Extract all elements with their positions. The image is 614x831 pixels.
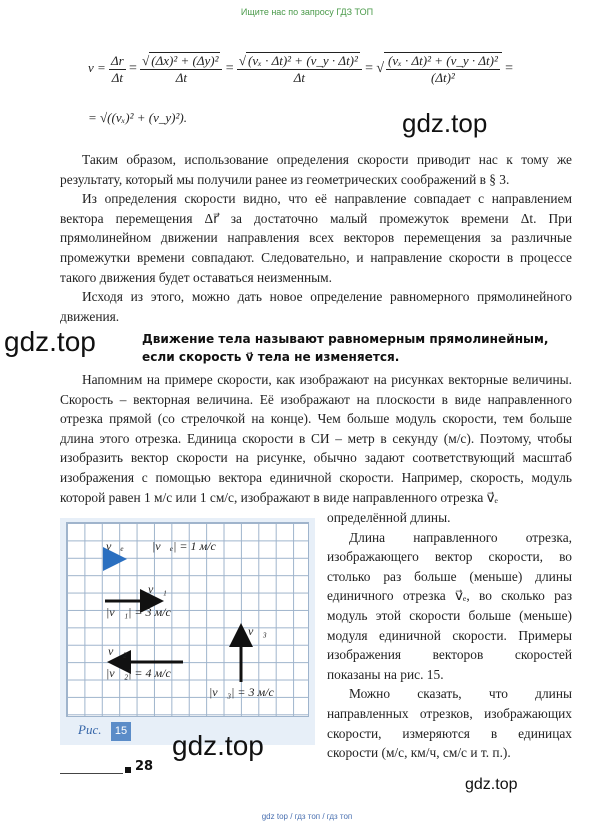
- label-v3-modulus: |v⃗₃| = 3 м/с: [209, 685, 274, 699]
- text-block-1: [60, 150, 572, 326]
- label-v1: v⃗₁: [148, 582, 167, 596]
- formula-fraction-2: $\frac{\text{√ (Δx)² + (Δy)²}}{\Delta t}$: [140, 53, 222, 86]
- watermark: gdz.top: [402, 108, 488, 138]
- page-footer: gdz top / гдз топ / гдз топ: [261, 812, 353, 821]
- formula-fraction-1: [109, 53, 126, 86]
- text-block-3: [327, 508, 572, 763]
- figure-number: 15: [111, 722, 131, 741]
- formula-lhs: v =: [88, 59, 106, 75]
- watermark: gdz.top: [172, 730, 264, 761]
- paragraph-4: Напомним на примере скорости, как изображают на рисунках векторные величины. Скорость – векторная величина. Её изображают на плоскости в виде направленного отрезка прямой (со стрелочкой на конце). Чем больше модуль скорости, тем больше длина этого отрезка. Единица скорости в СИ – метр в секунду (м/с). Поэтому, чтобы изобразить вектор скорости на рисунке, обычно задают соответствующий масштаб изображения с помощью вектора единичной скорости. Например, скорость, модуль которой равен 1 м/с или 1 см/с, изображают в виде направленного отрезка v⃗ₑ: [60, 372, 572, 505]
- paragraph-6: Можно сказать, что длины направленных отрезков, изображающих скорости, измеряются в единицах скорости (м/с, км/ч, см/с и т. п.).: [327, 686, 572, 761]
- page-header: Ищите нас по запросу ГДЗ ТОП: [240, 7, 374, 17]
- page-number: 28: [135, 759, 154, 774]
- paragraph-5: Длина направленного отрезка, изображающего вектор скорости, во столько раз больше (меньше) длины единичного отрезка v⃗ₑ, во сколько раз модуль этой скорости больше (меньше) модуля единичной скорости. Примеры изображения векторов скоростей показаны на рис. 15.: [327, 529, 572, 682]
- definition-box: Движение тела называют равномерным прямолинейным, если скорость v⃗ тела не изменяется.: [142, 332, 549, 364]
- formula-numerator-2: (Δx)² + (Δy)²: [151, 52, 219, 68]
- watermark: gdz.top: [465, 776, 518, 793]
- label-unit-vector: v⃗ₑ: [106, 539, 124, 553]
- formula-numerator-3: (vₓ · Δt)² + (v_y · Δt)²: [248, 52, 358, 68]
- text-block-2: [60, 370, 572, 507]
- label-unit-vector-modulus: |v⃗ₑ| = 1 м/с: [152, 539, 216, 553]
- velocity-formula: v = $\frac{\Delta r}{\Delta t}$ = $\frac{\text{√ (Δx)² + (Δy)²}}{\Delta t}$ = $\frac{\text{√ (vₓ · Δt)² + (v\_y · Δt)²}}{\Delta t}$ = √ $\frac{\text{(vₓ · Δt)² + (v\_y · Δt)²}}{\text{(Δt)²}}$ =: [88, 52, 514, 85]
- formula-fraction-3: $\frac{\text{√ (vₓ · Δt)² + (v\_y · Δt)²}}{\Delta t}$: [237, 53, 362, 86]
- paragraph-3: Исходя из этого, можно дать новое определение равномерного прямолинейного движения.: [60, 289, 572, 324]
- watermark: gdz.top: [4, 326, 96, 357]
- label-v1-modulus: |v⃗₁| = 3 м/с: [106, 605, 171, 619]
- label-v2: v⃗₂: [108, 644, 127, 658]
- velocity-formula-line2: = √((vₓ)² + (v_y)²).: [88, 110, 187, 125]
- paragraph-2: Из определения скорости видно, что её направление совпадает с направлением вектора перемещения Δr⃗ за достаточно малый промежуток времени Δt. При прямолинейном движении направления всех векторов перемещения за различные промежутки времени совпадают. Следовательно, и направление скорости в процессе такого движения будет оставаться неизменным.: [60, 191, 572, 285]
- formula-denominator-4: (Δt)²: [431, 70, 455, 85]
- figure-caption: Рис.: [78, 722, 102, 737]
- label-v3: v⃗₃: [248, 624, 267, 638]
- formula-numerator-1: Δr: [111, 52, 124, 68]
- formula-fraction-4: $\frac{\text{(vₓ · Δt)² + (v\_y · Δt)²}}{\text{(Δt)²}}$: [384, 52, 502, 86]
- page-number-marker: [125, 767, 131, 773]
- paragraph-4-end: определённой длины.: [327, 510, 451, 525]
- formula-denominator: Δt: [111, 69, 124, 85]
- page-number-rule: [60, 773, 123, 774]
- paragraph-1: Таким образом, использование определения скорости приводит нас к тому же результату, который мы получили ранее из геометрических соображений в § 3.: [60, 152, 572, 187]
- label-v2-modulus: |v⃗₂| = 4 м/с: [106, 666, 171, 680]
